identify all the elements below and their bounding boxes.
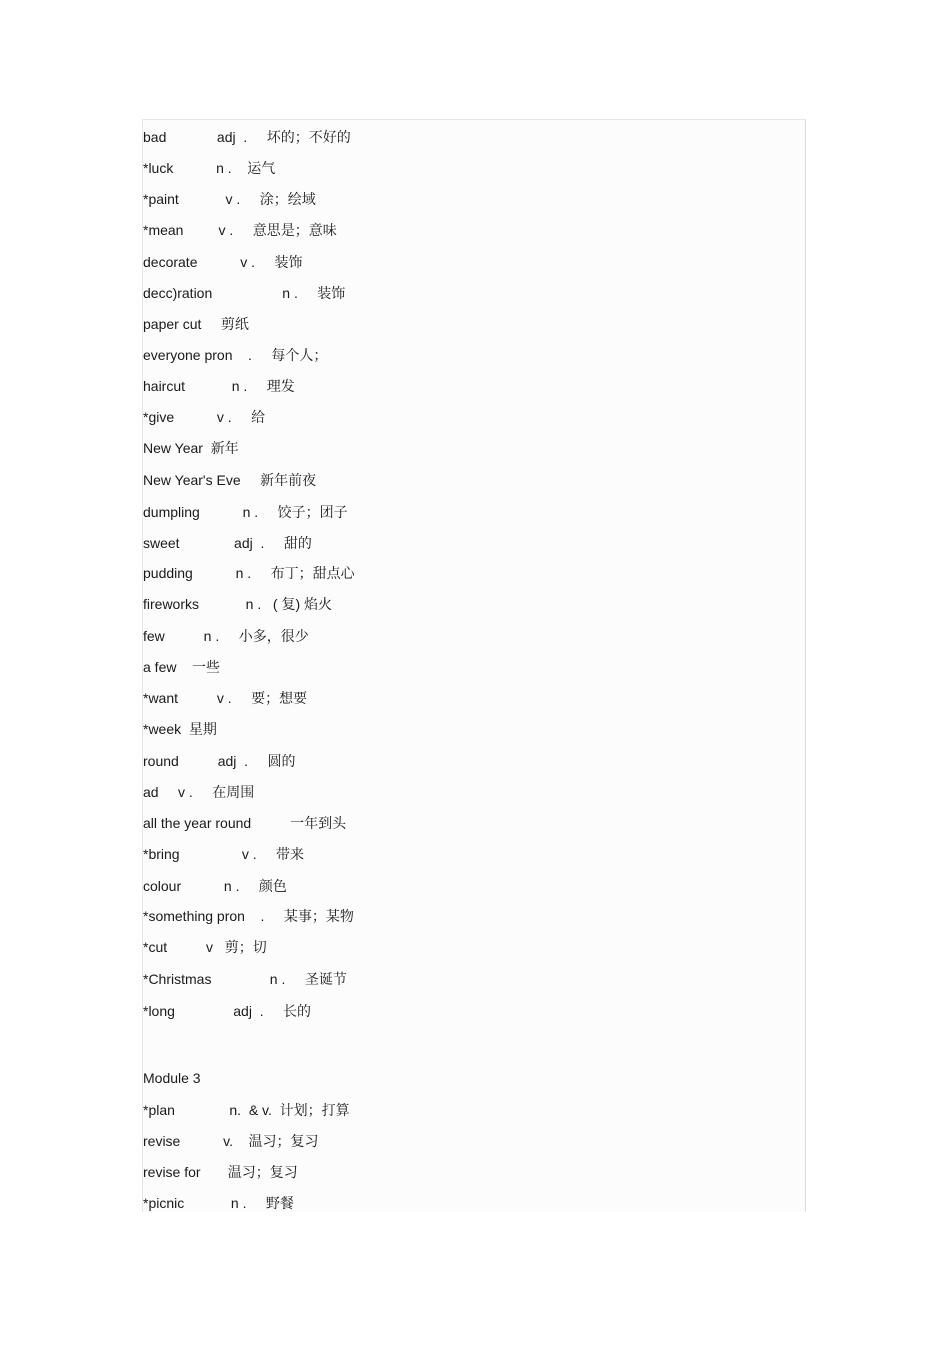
- vocab-line: *plan n. & v. 计划；打算: [143, 1102, 350, 1118]
- vocab-line: *give v . 给: [143, 409, 266, 425]
- vocab-line: *picnic n . 野餐: [143, 1195, 294, 1211]
- vocab-line: *bring v . 带来: [143, 846, 305, 862]
- vocab-line: sweet adj . 甜的: [143, 535, 312, 551]
- vocab-line: *week 星期: [143, 721, 217, 737]
- vocab-line: *long adj . 长的: [143, 1003, 312, 1019]
- vocab-line: few n . 小多，很少: [143, 628, 309, 644]
- module-heading: Module 3: [143, 1070, 201, 1086]
- vocab-line: New Year 新年: [143, 440, 239, 456]
- vocab-line: decc)ration n . 装饰: [143, 285, 346, 301]
- vocab-line: *cut v 剪；切: [143, 939, 267, 955]
- vocab-line: bad adj . 坏的；不好的: [143, 129, 351, 145]
- vocab-line: colour n . 颜色: [143, 878, 287, 894]
- vocab-line: *mean v . 意思是；意味: [143, 222, 337, 238]
- vocab-line: round adj . 圆的: [143, 753, 296, 769]
- vocab-line: decorate v . 装饰: [143, 254, 303, 270]
- vocab-line: all the year round 一年到头: [143, 815, 347, 831]
- vocab-line: pudding n . 布丁；甜点心: [143, 565, 355, 581]
- vocab-line: revise v. 温习；复习: [143, 1133, 319, 1149]
- vocab-line: haircut n . 理发: [143, 378, 295, 394]
- vocab-line: *something pron . 某事；某物: [143, 908, 354, 924]
- vocab-line: revise for 温习；复习: [143, 1164, 298, 1180]
- vocab-line: *paint v . 涂；绘域: [143, 191, 316, 207]
- vocab-line: everyone pron . 每个人；: [143, 347, 328, 363]
- vocab-line: *want v . 要；想要: [143, 690, 308, 706]
- vocab-line: ad v . 在周围: [143, 784, 255, 800]
- vocab-line: fireworks n . ( 复) 焰火: [143, 596, 333, 612]
- vocab-line: a few 一些: [143, 659, 221, 675]
- vocab-line: *Christmas n . 圣诞节: [143, 971, 347, 987]
- vocab-line: *luck n . 运气: [143, 160, 276, 176]
- vocab-line: paper cut 剪纸: [143, 316, 249, 332]
- vocab-line: New Year's Eve 新年前夜: [143, 472, 317, 488]
- vocab-line: dumpling n . 饺子；团子: [143, 504, 348, 520]
